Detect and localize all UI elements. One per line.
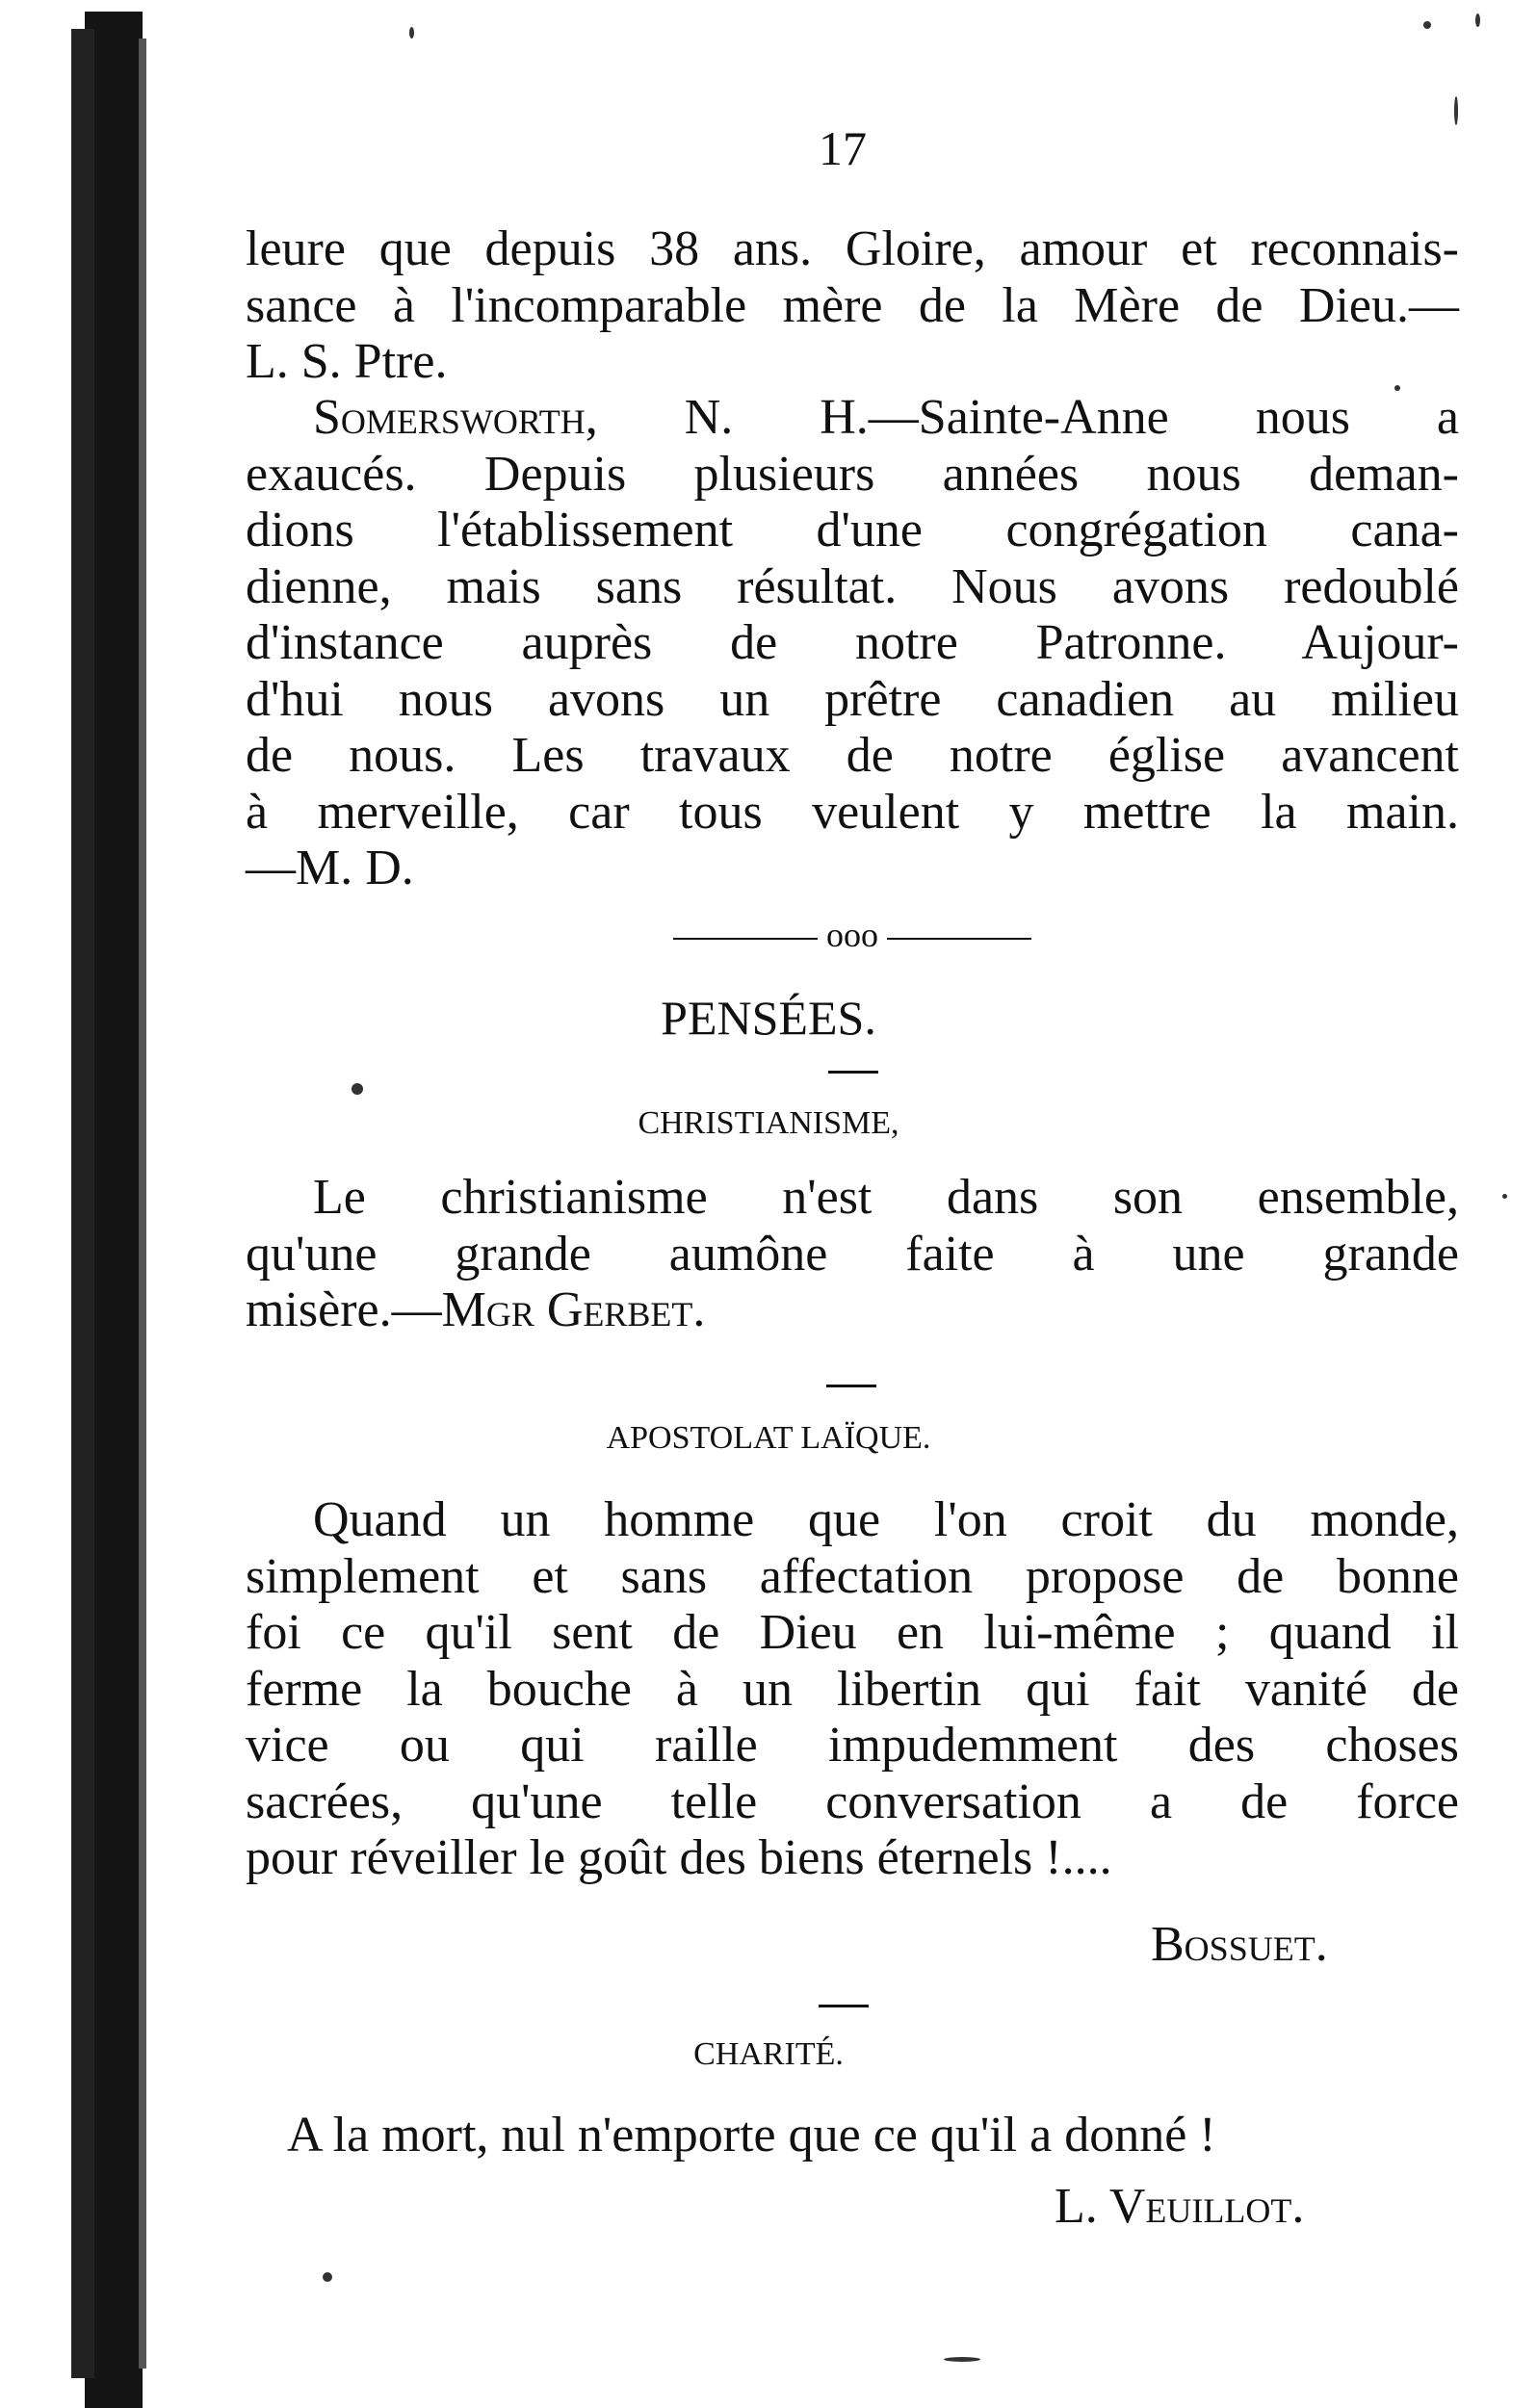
text-line: pour réveiller le goût des biens éternels !....: [246, 1830, 1112, 1885]
quote-charite: A la mort, nul n'emporte que ce qu'il a donné !: [287, 2108, 1216, 2162]
paragraph-somersworth: [246, 390, 1459, 897]
ink-speck: [352, 1083, 363, 1095]
separator-rule-left: [673, 938, 818, 940]
ink-speck: [323, 2272, 332, 2282]
page-number: 17: [819, 121, 867, 175]
text-line: vice ou qui raille impudemment des choses: [246, 1718, 1459, 1773]
paragraph-christianisme: [246, 1170, 1459, 1339]
ink-speck: [1502, 1194, 1507, 1199]
ink-speck: [1475, 13, 1480, 27]
text-line-first: [246, 390, 1459, 447]
paragraph-testimony: [246, 221, 1459, 391]
text-line: Quand un homme que l'on croit du monde,: [313, 1492, 1459, 1547]
section-title-christianisme: CHRISTIANISME,: [638, 1105, 899, 1141]
heading-rule: [828, 1071, 878, 1074]
text-line: sacrées, qu'une telle conversation a de force: [246, 1774, 1459, 1829]
section-separator: [645, 915, 1059, 953]
text-line: exaucés. Depuis plusieurs années nous deman-: [246, 446, 1459, 502]
text-segment: N. H.—Sainte-Anne nous a: [684, 390, 1459, 445]
ink-speck: [1423, 21, 1431, 29]
separator-mark: ooo: [826, 916, 878, 954]
separator-rule-right: [887, 938, 1031, 940]
text-line: dions l'établissement d'une congrégation cana-: [246, 503, 1459, 557]
author-name: Mgr Gerbet.: [441, 1282, 706, 1337]
text-line-last: [246, 1282, 1459, 1339]
heading-pensees: PENSÉES.: [661, 991, 876, 1045]
section-title-charite: CHARITÉ.: [693, 2036, 844, 2072]
text-line: d'hui nous avons un prêtre canadien au milieu: [246, 671, 1459, 727]
text-line: sance à l'incomparable mère de la Mère de Dieu.—: [246, 277, 1459, 333]
ink-speck: [1454, 96, 1458, 125]
place-name: Somersworth,: [313, 390, 598, 445]
text-line: dienne, mais sans résultat. Nous avons redoublé: [246, 558, 1459, 614]
text-line: Le christianisme n'est dans son ensemble,: [313, 1170, 1459, 1225]
author-bossuet: Bossuet.: [1151, 1917, 1328, 1972]
text-line: L. S. Ptre.: [246, 334, 448, 389]
section-rule: [819, 2005, 869, 2007]
author-veuillot: L. Veuillot.: [1055, 2179, 1305, 2234]
page-binding-edge: [71, 29, 94, 2378]
text-line: simplement et sans affectation propose de bonne: [246, 1548, 1459, 1604]
text-line: qu'une grande aumône faite à une grande: [246, 1226, 1459, 1282]
text-line: ferme la bouche à un libertin qui fait vanité de: [246, 1661, 1459, 1717]
text-line: leure que depuis 38 ans. Gloire, amour et reconnais-: [246, 221, 1459, 276]
ink-speck: [944, 2357, 980, 2362]
text-segment: misère.—: [246, 1282, 442, 1337]
section-rule: [826, 1385, 876, 1387]
paragraph-apostolat: [246, 1492, 1459, 1887]
text-line: de nous. Les travaux de notre église avancent: [246, 728, 1459, 783]
ink-speck: [409, 27, 414, 39]
text-line: —M. D.: [246, 841, 414, 895]
section-title-apostolat: APOSTOLAT LAÏQUE.: [606, 1420, 931, 1456]
text-line: à merveille, car tous veulent y mettre la main.: [246, 784, 1459, 840]
page-binding-inner-edge: [139, 39, 146, 2369]
text-line: foi ce qu'il sent de Dieu en lui-même ; quand il: [246, 1605, 1459, 1660]
text-line: d'instance auprès de notre Patronne. Aujour-: [246, 615, 1459, 670]
